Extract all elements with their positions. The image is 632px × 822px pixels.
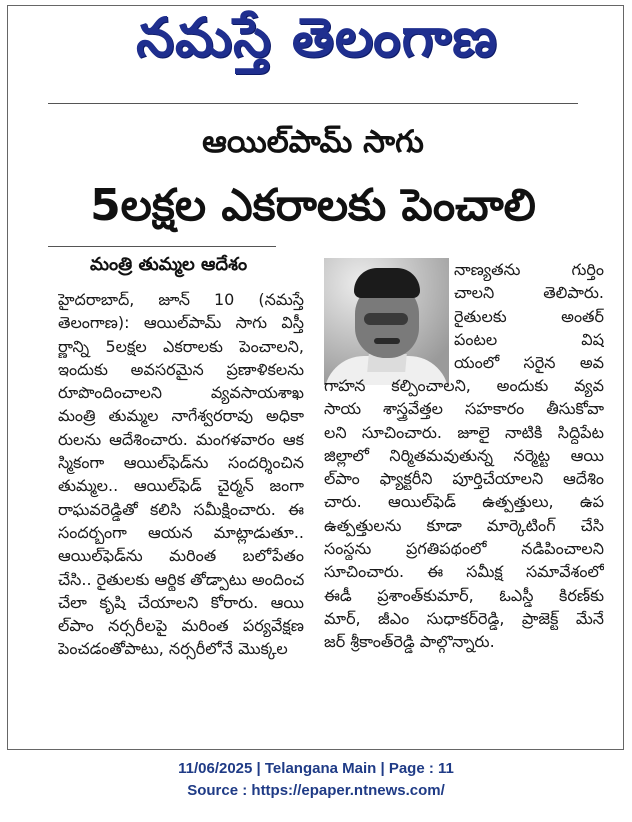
body-line: హైదరాబాద్, జూన్ 10 (నమస్తే [58,290,304,309]
body-line: స్మికంగా ఆయిల్‌ఫెడ్‌ను సందర్శించిన [58,453,304,473]
body-line: తెలంగాణ): ఆయిల్‌పామ్ సాగు విస్తీ [58,313,304,333]
body-line: చాలని తెలిపారు. [454,283,604,303]
body-line: లని సూచించారు. జూలై నాటికి సిద్దిపేట [324,422,604,442]
body-line: సంస్థను ప్రగతిపథంలో నడిపించాలని [324,539,604,559]
body-line: తుమ్మల.. ఆయిల్‌ఫెడ్ చైర్మన్ జంగా [58,476,304,496]
body-line: నాణ్యతను గుర్తిం [454,260,604,279]
body-line: సూచించారు. ఈ సమీక్ష సమావేశంలో [324,562,604,582]
body-line: జర్ శ్రీకాంత్‌రెడ్డి పాల్గొన్నారు. [324,632,495,652]
article-headline: 5లక్షల ఎకరాలకు పెంచాలి [90,180,536,231]
body-line: చారు. ఆయిల్‌ఫెడ్ ఉత్పత్తులు, ఉప [324,492,604,512]
body-line: రైతులకు అంతర్ [454,306,604,326]
minister-photo [324,258,449,385]
photo-mouth [374,338,400,344]
photo-hair [354,268,420,298]
body-line: సందర్భంగా ఆయన మాట్లాడుతూ.. [58,522,304,542]
footer-source-link[interactable]: Source : https://epaper.ntnews.com/ [187,782,445,799]
article-subhead: మంత్రి తుమ్మల ఆదేశం [90,254,248,275]
body-line: ఇందుకు అవసరమైన ప్రణాళికలను [58,359,304,379]
body-line: జిల్లాలో నిర్మితమవుతున్న నర్మెట్ట ఆయి [324,445,604,465]
body-line: ల్‌పాం నర్సరీలపై మరింత పర్యవేక్షణ [58,616,304,636]
article-body-right-column [454,258,604,374]
body-line: గాహన కల్పించాలని, అందుకు వ్యవ [324,376,604,395]
article-body-left-column [58,288,304,661]
body-line: చేసి.. రైతులకు ఆర్థిక తోడ్పాటు అందించ [58,569,304,589]
body-line: ఉత్పత్తులను కూడా మార్కెటింగ్ చేసి [324,515,604,535]
footer-edition-info: 11/06/2025 | Telangana Main | Page : 11 [178,760,454,777]
body-line: మంత్రి తుమ్మల నాగేశ్వరరావు అధికా [58,406,304,426]
body-line: పెంచడంతోపాటు, నర్సరీలోనే మొక్కల [58,639,288,659]
article-kicker: ఆయిల్‌పామ్ సాగు [202,124,424,160]
body-line: ల్‌పాం ఫ్యాక్టరీని పూర్తిచేయాలని ఆదేశిం [324,469,604,489]
body-line: పంటల విష [454,329,604,349]
body-line: రూపొందించాలని వ్యవసాయశాఖ [58,383,304,403]
body-line: ఆయిల్‌ఫెడ్‌ను మరింత బలోపేతం [58,546,304,566]
newspaper-masthead: నమస్తే తెలంగాణ [136,5,498,69]
body-line: ఈడీ ప్రశాంత్‌కుమార్, ఓఎస్డీ కిరణ్‌కు [324,585,604,605]
photo-eyes [364,313,408,325]
body-line: చేలా కృషి చేయాలని కోరారు. ఆయి [58,592,304,612]
article-body-right-continued [324,374,604,654]
body-line: రులను ఆదేశించారు. మంగళవారం ఆక [58,429,304,449]
masthead-divider [48,103,578,104]
body-line: రాఘవరెడ్డితో కలిసి సమీక్షించారు. ఈ [58,499,304,519]
body-line: యంలో సరైన అవ [454,353,604,373]
subhead-divider [48,246,276,247]
body-line: ర్ణాన్ని 5లక్షల ఎకరాలకు పెంచాలని, [58,336,304,356]
body-line: సాయ శాస్త్రవేత్తల సహకారం తీసుకోవా [324,399,604,419]
body-line: మార్, జీఎం సుధాకర్‌రెడ్డి, ప్రాజెక్ట్ మేనే [324,608,604,628]
